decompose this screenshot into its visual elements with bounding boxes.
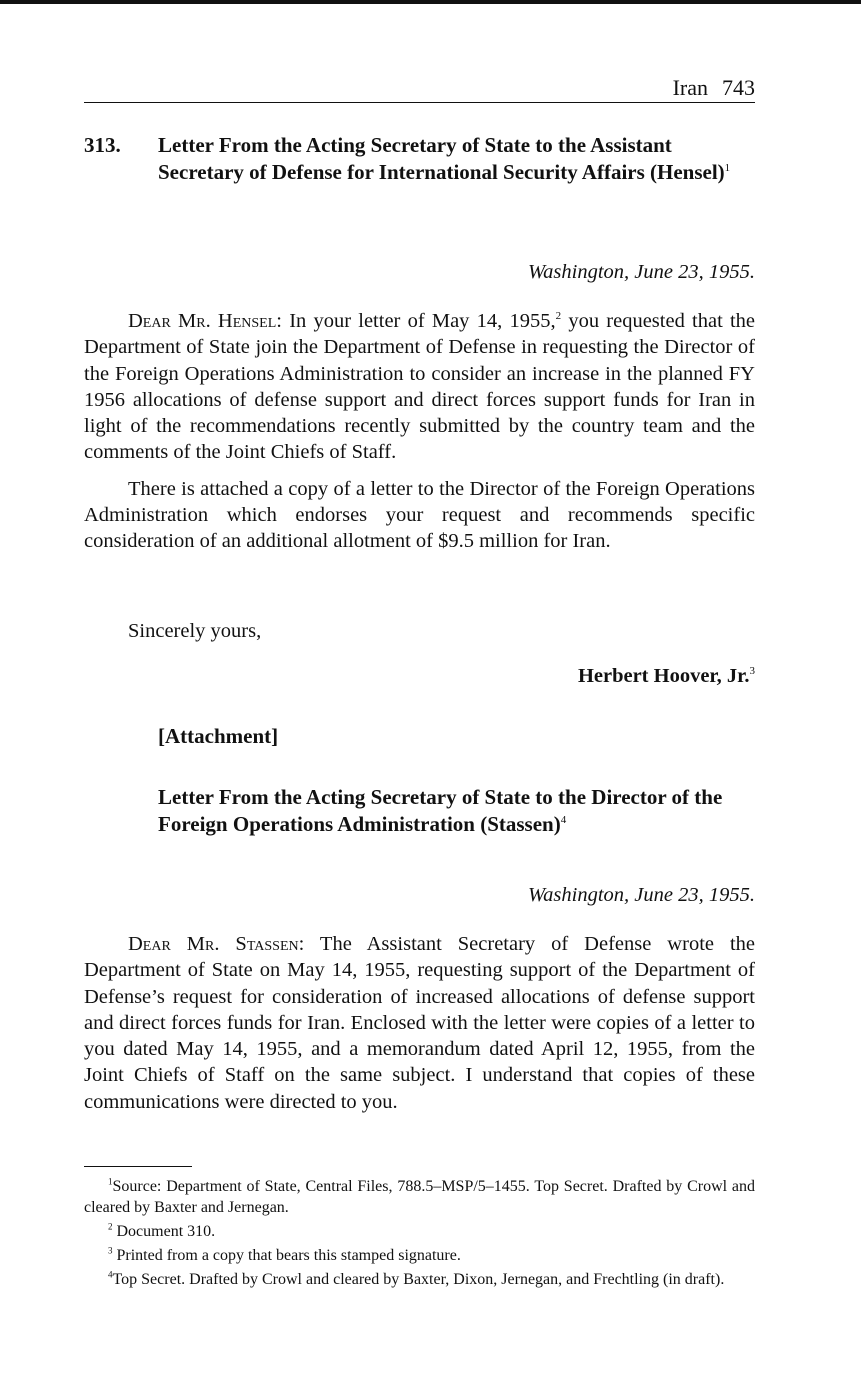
running-head xyxy=(673,74,755,102)
attachment-salutation: Dear Mr. Stassen: xyxy=(128,933,305,955)
footnote-text: Source: Department of State, Central Files, 788.5–MSP/5–1455. Top Secret. Drafted by Crowl and cleared by Baxter and Jernegan. xyxy=(84,1178,755,1216)
scan-top-edge xyxy=(0,0,861,4)
footnote-text: Printed from a copy that bears this stamped signature. xyxy=(116,1247,461,1264)
footnote-text: Top Secret. Drafted by Crowl and cleared by Baxter, Dixon, Jernegan, and Frechtling (in draft). xyxy=(112,1271,725,1288)
attachment-title xyxy=(158,784,755,838)
footnote-marker: 3 xyxy=(108,1245,113,1256)
footnote xyxy=(84,1269,755,1290)
dateline: Washington, June 23, 1955. xyxy=(527,261,755,283)
attachment-paragraph xyxy=(84,931,755,1115)
paragraph-text: The Assistant Secretary of Defense wrote the Department of State on May 14, 1955, requesting support of the Department of Defense’s request for consideration of increased allocations of defense support and direct forces funds for Iran. Enclosed with the letter were copies of a letter to you dated May 14, 1955, and a memorandum dated April 12, 1955, from the Joint Chiefs of Staff on the same subject. I understand that copies of these communications were directed to you. xyxy=(84,933,755,1113)
document-title-text: Letter From the Acting Secretary of State to the Assistant Secretary of Defense for International Security Affairs (Hensel) xyxy=(158,133,725,184)
salutation: Dear Mr. Hensel: xyxy=(128,310,282,332)
header-rule xyxy=(84,102,755,103)
letter-body xyxy=(84,308,755,555)
footnote xyxy=(84,1221,755,1242)
signature xyxy=(578,663,755,689)
footnote xyxy=(84,1176,755,1218)
footnotes xyxy=(84,1176,755,1293)
footnote xyxy=(84,1245,755,1266)
paragraph-text: you requested that the Department of State join the Department of Defense in requesting the Director of the Foreign Operations Administration to consider an increase in the planned FY 1956 allocations of defense support and direct forces support funds for Iran in light of the recommendations recently submitted by the country team and the comments of the Joint Chiefs of Staff. xyxy=(84,310,756,464)
footnote-ref: 4 xyxy=(560,814,567,826)
footnote-rule xyxy=(84,1166,192,1167)
attachment-title-text: Letter From the Acting Secretary of State to the Director of the Foreign Operations Administration (Stassen) xyxy=(158,785,723,836)
letter-paragraph xyxy=(84,308,755,466)
running-head-section: Iran xyxy=(672,75,708,100)
letter-paragraph: There is attached a copy of a letter to the Director of the Foreign Operations Administration which endorses your request and recommends specific consideration of an additional allotment of $9.5 million for Iran. xyxy=(84,477,755,553)
paragraph-text: In your letter of May 14, 1955, xyxy=(289,310,556,332)
closing: Sincerely yours, xyxy=(128,620,262,642)
footnote-ref: 3 xyxy=(749,665,755,678)
attachment-label: [Attachment] xyxy=(158,724,279,748)
signature-name: Herbert Hoover, Jr. xyxy=(577,665,750,687)
footnote-text: Document 310. xyxy=(116,1223,216,1240)
attachment-body xyxy=(84,931,755,1115)
page-number: 743 xyxy=(722,75,755,100)
footnote-ref: 2 xyxy=(555,310,562,323)
footnote-marker: 2 xyxy=(108,1221,113,1232)
footnote-marker: 1 xyxy=(108,1176,113,1187)
document-title xyxy=(158,132,748,186)
footnote-marker: 4 xyxy=(108,1269,113,1280)
footnote-ref: 1 xyxy=(724,162,731,174)
document-number: 313. xyxy=(84,133,121,157)
attachment-dateline: Washington, June 23, 1955. xyxy=(527,884,755,906)
